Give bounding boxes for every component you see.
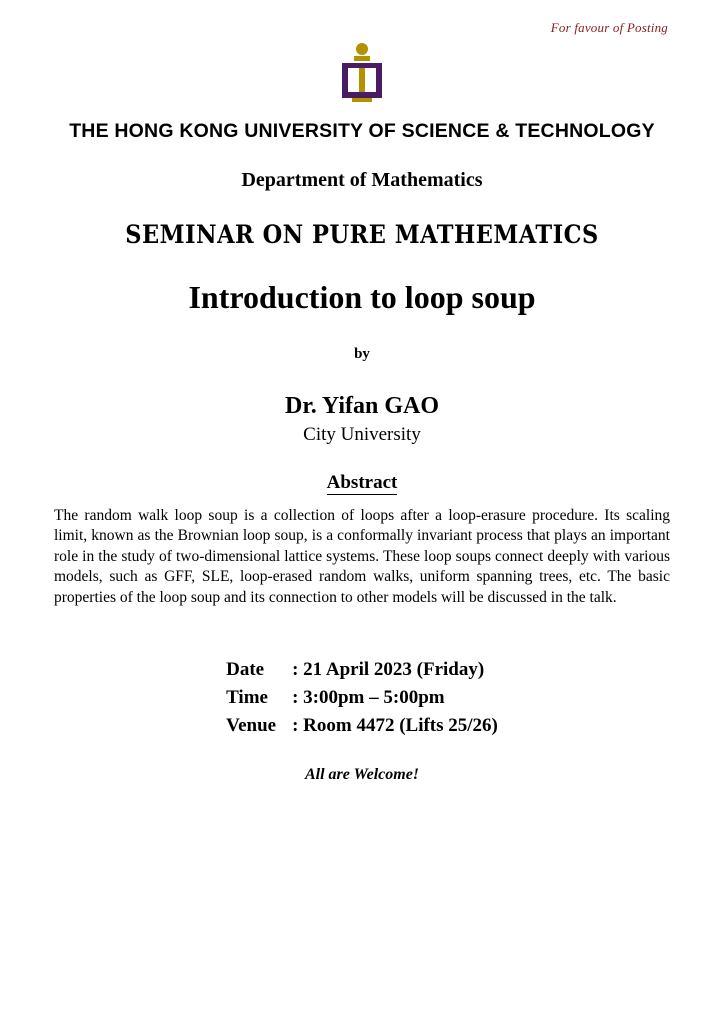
date-label: Date — [226, 659, 265, 681]
venue-label: Venue — [226, 715, 277, 737]
talk-title: Introduction to loop soup — [188, 279, 536, 315]
abstract-heading-text: Abstract — [326, 472, 398, 493]
by-label: by — [354, 346, 370, 362]
venue-value: : Room 4472 (Lifts 25/26) — [292, 715, 498, 737]
table-row — [226, 656, 498, 684]
table-row — [226, 712, 498, 740]
abstract-body: The random walk loop soup is a collection of loops after a loop-erasure procedure. Its scaling limit, known as the Brownian loop soup, is a conformally invariant process that plays an important role in the study of two-dimensional lattice systems. These loop soups connect deeply with various models, such as GFF, SLE, loop-erased random walks, uniform spanning trees, etc. The basic properties of the loop soup and its connection to other models will be discussed in the talk. — [54, 507, 670, 606]
speaker-name: Dr. Yifan GAO — [284, 393, 439, 419]
seminar-series-title: SEMINAR ON PURE MATHEMATICS — [125, 220, 599, 249]
time-value: : 3:00pm – 5:00pm — [292, 687, 445, 709]
abstract-heading — [48, 472, 676, 494]
logo-container — [48, 42, 676, 106]
event-details — [48, 656, 676, 740]
university-name: THE HONG KONG UNIVERSITY OF SCIENCE & TECHNOLOGY — [69, 120, 655, 142]
date-value: : 21 April 2023 (Friday) — [292, 659, 485, 681]
hkust-logo-icon — [334, 42, 390, 106]
welcome-note: All are Welcome! — [304, 766, 420, 784]
posting-note: For favour of Posting — [550, 20, 668, 35]
time-label: Time — [226, 687, 268, 709]
speaker-affiliation: City University — [303, 424, 421, 445]
table-row — [226, 684, 498, 712]
department-name: Department of Mathematics — [241, 169, 483, 191]
event-details-table — [226, 656, 498, 740]
